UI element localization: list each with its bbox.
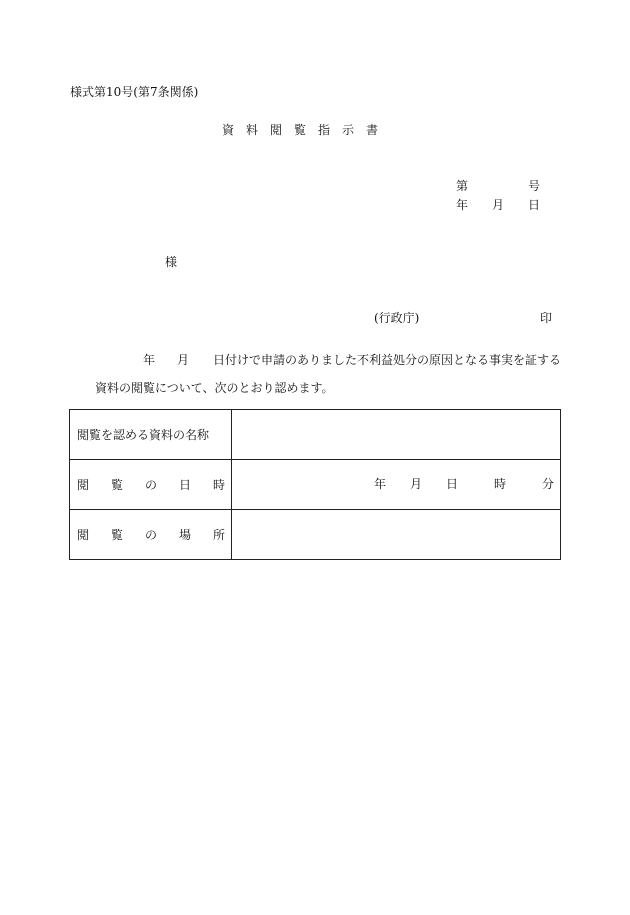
- table-row-datetime: [70, 460, 561, 510]
- datetime-label-char: 時: [212, 478, 225, 492]
- datetime-label-char: の: [144, 478, 157, 492]
- doc-number-go: 号: [528, 179, 541, 193]
- place-label-char: 場: [178, 528, 191, 542]
- place-label: [70, 510, 232, 560]
- document-title: 資料閲覧指示書: [222, 123, 391, 137]
- datetime-label-char: 日: [178, 478, 191, 492]
- place-label-char: 覧: [110, 528, 123, 542]
- datetime-unit-month: 月: [410, 477, 423, 491]
- seal-mark: 印: [540, 311, 553, 325]
- datetime-unit-minute: 分: [542, 477, 555, 491]
- datetime-label-char: 閲: [77, 478, 90, 492]
- datetime-field[interactable]: [232, 460, 561, 510]
- sender-agency: (行政庁): [374, 311, 420, 325]
- inspection-table: [69, 409, 561, 560]
- datetime-unit-hour: 時: [494, 477, 507, 491]
- body-line1: 日付けで申請のありました不利益処分の原因となる事実を証する: [213, 353, 562, 367]
- date-year: 年: [456, 198, 469, 212]
- datetime-unit-year: 年: [374, 477, 387, 491]
- date-month: 月: [492, 198, 505, 212]
- material-name-label: 閲覧を認める資料の名称: [70, 410, 232, 460]
- place-label-char: 所: [212, 528, 225, 542]
- form-id: 様式第10号(第7条関係): [70, 85, 199, 99]
- date-day: 日: [528, 198, 541, 212]
- body-year: 年: [143, 353, 156, 367]
- place-label-char: 閲: [77, 528, 90, 542]
- place-label-char: の: [144, 528, 157, 542]
- datetime-unit-day: 日: [446, 477, 459, 491]
- doc-number-dai: 第: [456, 179, 469, 193]
- place-field[interactable]: [232, 510, 561, 560]
- addressee-suffix: 様: [165, 255, 178, 269]
- datetime-label-char: 覧: [110, 478, 123, 492]
- body-line2: 資料の閲覧について、次のとおり認めます。: [95, 381, 334, 395]
- datetime-label: [70, 460, 232, 510]
- body-month: 月: [177, 353, 190, 367]
- table-row-material: [70, 410, 561, 460]
- material-name-field[interactable]: [232, 410, 561, 460]
- table-row-place: [70, 510, 561, 560]
